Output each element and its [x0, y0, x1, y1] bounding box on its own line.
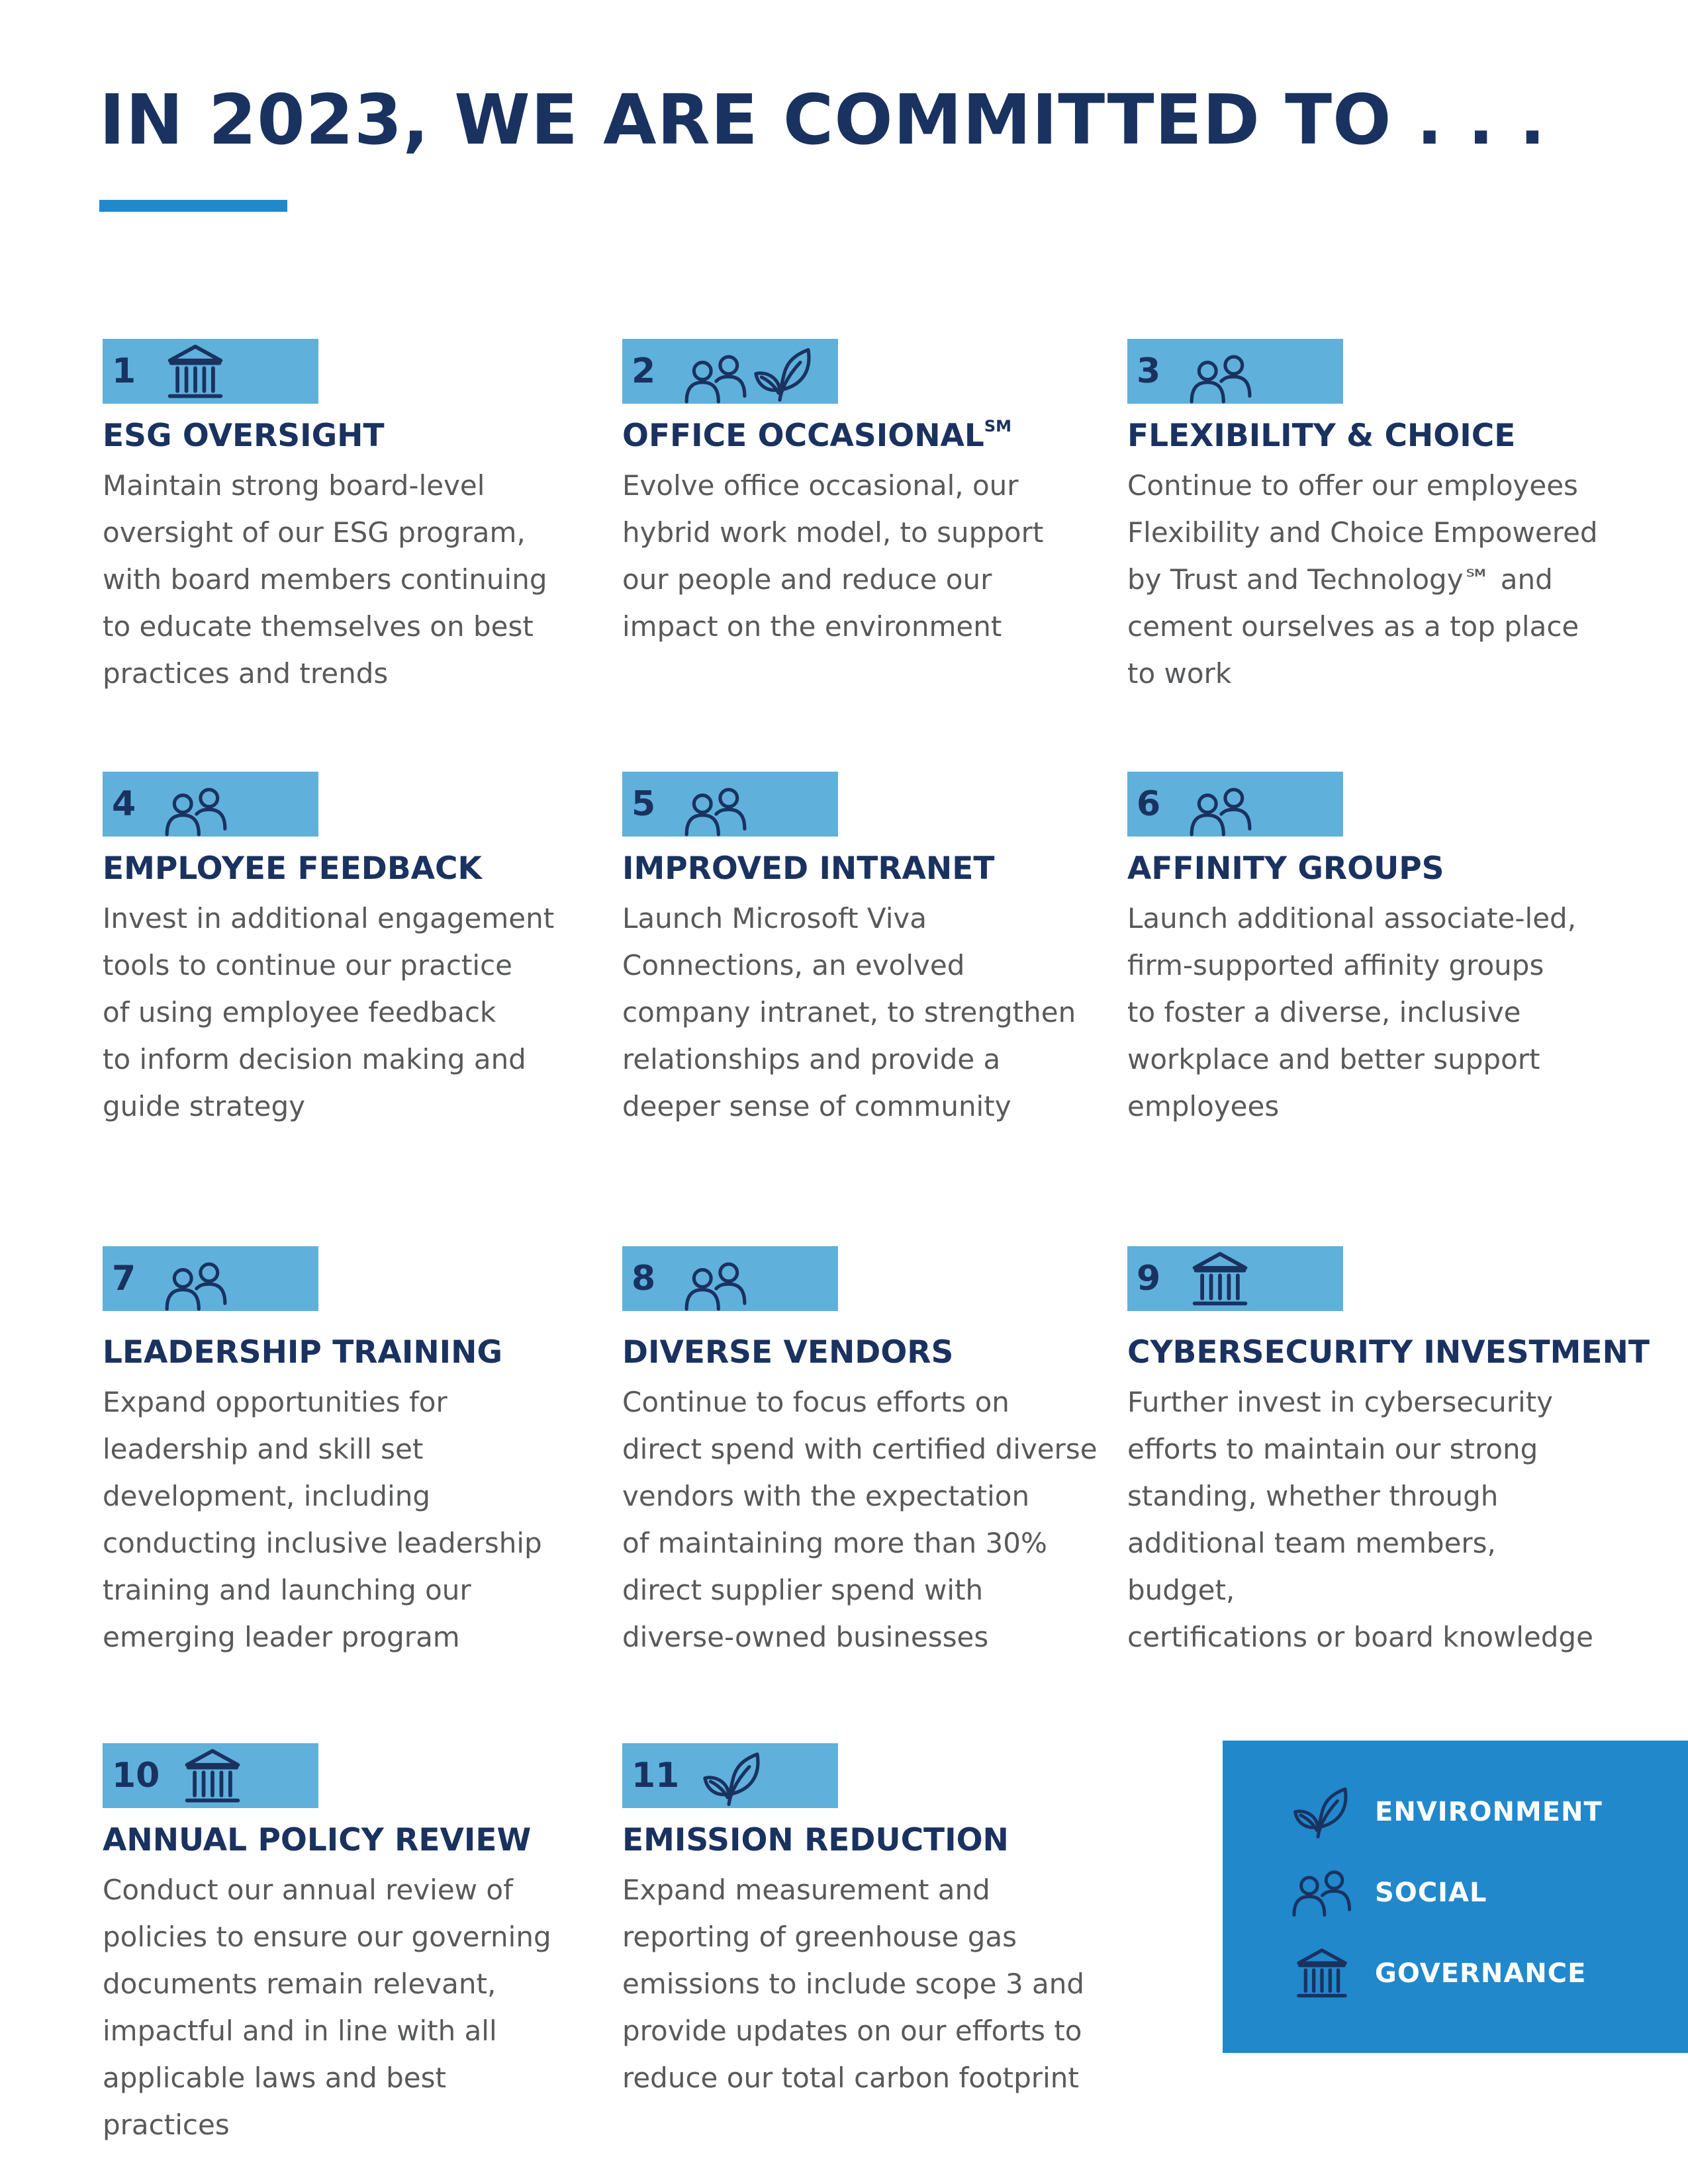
- commitment-title-text: IMPROVED INTRANET: [622, 850, 995, 887]
- commitment-number: 2: [632, 351, 656, 391]
- commitment-title: [103, 846, 579, 892]
- commitment-number: 5: [632, 784, 656, 824]
- commitment-description: Launch Microsoft Viva Connections, an evolved company intranet, to strengthen relationships and provide a deeper sense of community: [622, 902, 1076, 1122]
- commitment-item: [1127, 772, 1604, 1130]
- category-icons: [164, 768, 229, 837]
- commitment-title: [622, 413, 1099, 459]
- category-icons: [164, 335, 227, 404]
- commitment-title-text: AFFINITY GROUPS: [1127, 850, 1444, 887]
- commitment-number: 6: [1137, 784, 1161, 824]
- commitment-title: [1127, 413, 1604, 459]
- commitment-description: Evolve office occasional, our hybrid work model, to support our people and reduce our impact on the environment: [622, 469, 1044, 643]
- commitment-item: [103, 1246, 579, 1661]
- legend-label: ENVIRONMENT: [1375, 1797, 1603, 1827]
- commitment-title: [103, 413, 579, 459]
- category-icons: [683, 768, 749, 837]
- category-icons: [181, 1739, 244, 1808]
- environment-icon: [1289, 1784, 1355, 1841]
- commitment-description: Further invest in cybersecurity efforts to maintain our strong standing, whether through additional team members, budget, certifications or board knowledge: [1127, 1386, 1593, 1653]
- commitment-number: 8: [632, 1259, 656, 1298]
- commitment-number: 7: [112, 1259, 136, 1298]
- commitment-title-text: LEADERSHIP TRAINING: [103, 1334, 503, 1371]
- category-icons: [683, 335, 817, 404]
- governance-icon: [1188, 1248, 1252, 1311]
- commitment-description: Continue to offer our employees Flexibility and Choice Empowered by Trust and Technology℠ and cement ourselves as a top place to work: [1127, 469, 1598, 690]
- legend-item: [1289, 1779, 1603, 1845]
- commitment-badge: [622, 339, 838, 404]
- category-icons: [1188, 1242, 1252, 1311]
- commitment-number: 11: [632, 1756, 680, 1796]
- legend-item: [1289, 1940, 1586, 2007]
- commitment-item: [103, 1743, 579, 2148]
- commitment-badge: [1127, 1246, 1343, 1311]
- commitment-title: [103, 1330, 579, 1376]
- commitment-title-text: CYBERSECURITY INVESTMENT: [1127, 1334, 1650, 1371]
- category-icons: [1188, 768, 1254, 837]
- commitment-number: 4: [112, 784, 136, 824]
- legend-box: [1223, 1741, 1688, 2053]
- commitment-title: [622, 1330, 1099, 1376]
- title-underline: [99, 200, 287, 212]
- commitment-title: [622, 846, 1099, 892]
- commitment-number: 10: [112, 1756, 160, 1796]
- social-icon: [683, 353, 749, 404]
- commitment-item: [622, 339, 1099, 650]
- commitment-title-text: EMPLOYEE FEEDBACK: [103, 850, 482, 887]
- commitment-title-text: DIVERSE VENDORS: [622, 1334, 954, 1371]
- social-icon: [683, 786, 749, 837]
- commitment-description: Expand measurement and reporting of greenhouse gas emissions to include scope 3 and provide updates on our efforts to reduce our total carbon footprint: [622, 1874, 1085, 2094]
- commitment-description: Continue to focus efforts on direct spend with certified diverse vendors with the expectation of maintaining more than 30% direct supplier spend with diverse-owned businesses: [622, 1386, 1098, 1653]
- commitment-title-text: ANNUAL POLICY REVIEW: [103, 1822, 532, 1858]
- commitment-badge: [103, 1246, 318, 1311]
- social-icon: [164, 786, 229, 837]
- commitment-item: [622, 1743, 1099, 2101]
- commitment-badge: [1127, 339, 1343, 404]
- social-icon: [1188, 353, 1254, 404]
- commitment-number: 9: [1137, 1259, 1161, 1298]
- category-icons: [700, 1739, 766, 1808]
- commitment-title: [622, 1817, 1099, 1864]
- commitment-title: [1127, 1330, 1650, 1376]
- environment-icon: [700, 1749, 766, 1808]
- social-icon: [1289, 1868, 1355, 1917]
- commitment-number: 3: [1137, 351, 1161, 391]
- commitment-badge: [622, 772, 838, 837]
- commitment-description: Invest in additional engagement tools to continue our practice of using employee feedback to inform decision making and guide strategy: [103, 902, 555, 1122]
- commitment-badge: [103, 1743, 318, 1808]
- commitment-description: Conduct our annual review of policies to ensure our governing documents remain relevant, impactful and in line with all applicable laws and best practices: [103, 1874, 551, 2141]
- service-mark: SM: [984, 417, 1012, 435]
- commitment-badge: [103, 339, 318, 404]
- social-icon: [1188, 786, 1254, 837]
- legend-label: GOVERNANCE: [1375, 1958, 1587, 1989]
- commitment-item: [622, 772, 1099, 1130]
- commitment-badge: [622, 1246, 838, 1311]
- commitment-title-text: ESG OVERSIGHT: [103, 418, 385, 454]
- legend-label: SOCIAL: [1375, 1878, 1487, 1908]
- governance-icon: [1289, 1944, 1355, 2003]
- commitment-title-text: FLEXIBILITY & CHOICE: [1127, 418, 1516, 454]
- environment-icon: [751, 344, 817, 404]
- category-icons: [1188, 335, 1254, 404]
- commitment-badge: [622, 1743, 838, 1808]
- commitment-item: [1127, 1246, 1650, 1661]
- commitment-item: [622, 1246, 1099, 1661]
- commitment-title-text: EMISSION REDUCTION: [622, 1822, 1009, 1858]
- commitment-title-text: OFFICE OCCASIONAL: [622, 418, 984, 454]
- commitment-description: Maintain strong board-level oversight of our ESG program, with board members continuing to educate themselves on best practices and trends: [103, 469, 547, 690]
- commitment-description: Launch additional associate-led, firm-supported affinity groups to foster a diverse, inclusive workplace and better support employees: [1127, 902, 1577, 1122]
- commitment-title: [1127, 846, 1604, 892]
- category-icons: [683, 1242, 749, 1311]
- commitment-item: [1127, 339, 1604, 697]
- commitment-badge: [1127, 772, 1343, 837]
- page-title: IN 2023, WE ARE COMMITTED TO . . .: [99, 79, 1546, 160]
- social-icon: [164, 1260, 229, 1311]
- commitment-item: [103, 339, 579, 697]
- commitment-badge: [103, 772, 318, 837]
- commitment-item: [103, 772, 579, 1130]
- governance-icon: [164, 340, 227, 404]
- commitment-number: 1: [112, 351, 136, 391]
- social-icon: [683, 1260, 749, 1311]
- legend-item: [1289, 1860, 1487, 1926]
- commitment-description: Expand opportunities for leadership and skill set development, including conducting inclusive leadership training and launching our emerging leader program: [103, 1386, 542, 1653]
- commitment-title: [103, 1817, 579, 1864]
- category-icons: [164, 1242, 229, 1311]
- governance-icon: [181, 1745, 244, 1808]
